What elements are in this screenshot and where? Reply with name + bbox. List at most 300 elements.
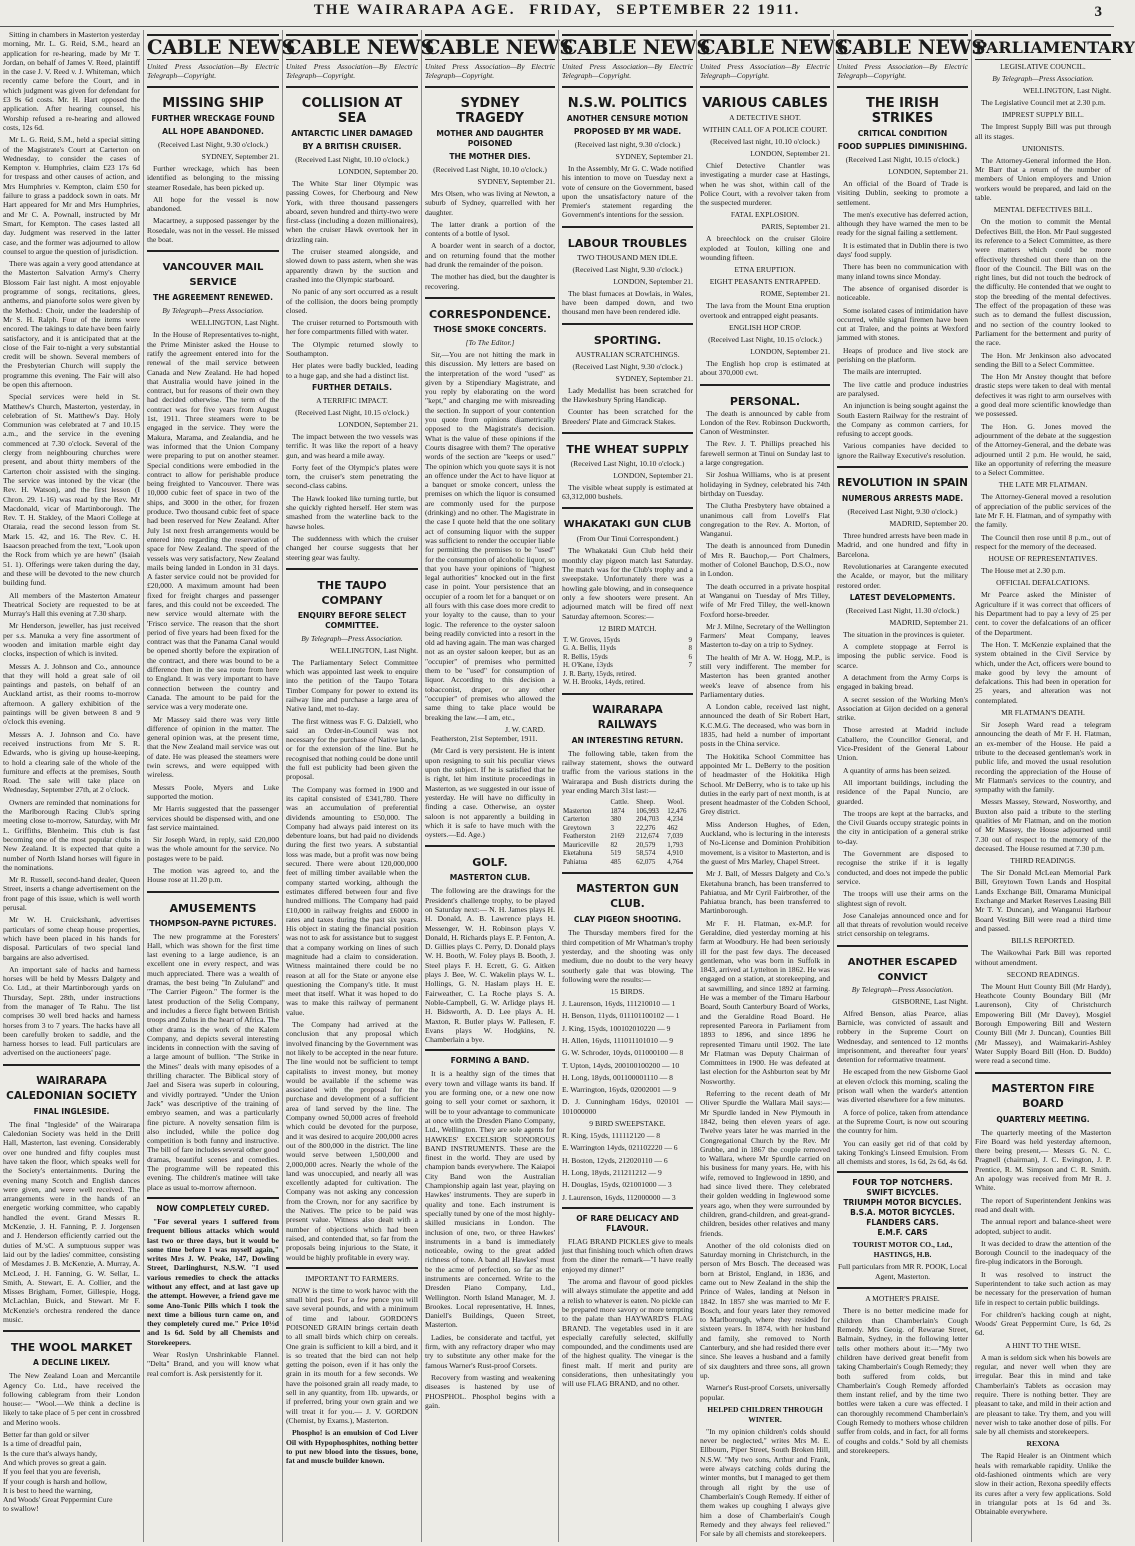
advertisement: Wear Roslyn Unshrinkable Flannel. "Delta" Brand, and you will know what real comfort is. Ask persistently for it. — [147, 1350, 279, 1378]
received-line: (Received Last Night, 10.15 o'clock.) — [845, 155, 960, 164]
paragraph: The troops are kept at the barracks, and the Civil Guards occupy strategic points in the city in anticipation of a general strike to-day. — [837, 808, 968, 846]
score-line: H. Long, 18yds, 211211212 — 9 — [562, 1167, 662, 1177]
article-headline: SYDNEY TRAGEDY — [425, 86, 555, 126]
article-subhead: FATAL EXPLOSION. — [730, 210, 800, 220]
paragraph: The Olympic returned slowly to Southampton. — [286, 339, 418, 359]
score-line: H. Douglas, 15yds, 021001000 — 3 — [562, 1180, 672, 1190]
score-line: H. Boston, 12yds, 212020110 — 6 — [562, 1155, 668, 1165]
dateline: GISBORNE, Last Night. — [892, 996, 968, 1006]
dateline: LONDON, September 21. — [613, 276, 693, 286]
advertisement: FLAG BRAND PICKLES give to meals just that finishing touch which often draws from the diner the remark—"I have really enjoyed my dinner!" — [562, 1236, 693, 1274]
article-subhead: CRITICAL CONDITION — [857, 129, 948, 138]
cable-news-banner: CABLE NEWS — [286, 36, 435, 59]
paragraph: Miss Anderson Hughes, of Eden, Auckland, who is lecturing in the interests of No-License and Dominion Prohibition movement, is a visitor to Masterton, and is the guest of Mrs Marley, Chapel Street. — [700, 819, 830, 866]
advertisement: "In my opinion children's colds should never be neglected," writes Mrs M. E. Ellbourn, Piper Street, South Broken Hill, N.S.W. "My two sons, Arthur and Frank, were always catching colds during the winter months, but I managed to get them through all right by the use of Chamberlain's Cough Remedy. If either of them wakes up coughing I always give him a dose of Chamberlain's Cough Remedy and they always feel relieved." For sale by all chemists and storekeepers. — [700, 1426, 830, 1539]
table-row: Pahiatua 485 62,075 4,764 — [563, 857, 684, 866]
paragraph: The health of Mr A. W. Hogg, M.P., is still very indifferent. The member for Masterton has been granted another week's leave of absence from his Parliamentary duties. — [700, 652, 830, 699]
paragraph: Owners are reminded that nominations for the Marlborough Racing Club's spring meeting close to-morrow, Saturday, with Mr L. Griffiths, Blenheim. This club is fast becoming one of the most popular clubs in New Zealand. It is expected that quite a number of North Island horses will figure in the nominations. — [3, 797, 140, 872]
credit-line: United Press Association—By Electric Telegraph—Copyright. — [425, 62, 555, 80]
paragraph: Messrs A. J. Johnson and Co. have received instructions from Mr S. R. Edwards, who is giving up house-keeping, to hold a clearing sale of the whole of the furniture and effects at the premises, South Road. The sale will take place on Wednesday, September 27th, at 2 o'clock. — [3, 729, 140, 795]
advertisement: You can easily get rid of that cold by taking Tonking's Linseed Emulsion. From all chemists and stores, 1s 6d, 2s 6d, 4s 6d. — [837, 1138, 968, 1167]
paragraph: The Attorney-General moved a resolution of appreciation of the public services of the late Mr F. H. Flatman, and of sympathy with the family. — [975, 492, 1111, 530]
paragraph: All important buildings, including the residence of the Papal Nuncio, are guarded. — [837, 777, 968, 806]
paragraph: Sir Joshua Williams, who is at present holidaying in Sydney, celebrated his 74th birthday on Tuesday. — [700, 470, 830, 498]
paragraph: An official of the Board of Trade is visiting Dublin, seeking to promote a settlement. — [837, 179, 968, 207]
column-local-news — [0, 30, 143, 1542]
letter-signature: J. W. CARD. — [505, 724, 545, 734]
table-row: Greytown 3 22,276 462 — [563, 823, 678, 832]
article-subhead: MENTAL DEFECTIVES BILL. — [993, 205, 1093, 215]
article-subhead: ETNA ERUPTION. — [734, 265, 796, 275]
article-subhead: OF RARE DELICACY AND FLAVOUR. — [576, 1213, 679, 1233]
article-headline: N.S.W. POLITICS — [562, 86, 693, 111]
paragraph: The Hon Mr Anstey thought that before drastic steps were taken to deal with mental defectives it was right to arm ourselves with a good deal more scientific knowledge than we possessed. — [975, 372, 1111, 419]
article-subhead: HELPED CHILDREN THROUGH WINTER. — [707, 1404, 823, 1424]
article-subhead: BY A BRITISH CRUISER. — [302, 142, 402, 151]
article-subhead: FURTHER DETAILS. — [311, 382, 393, 392]
table-row: Carterton 380 204,703 4,234 — [563, 815, 684, 824]
article-subhead: REXONA — [1026, 1439, 1060, 1449]
ad-line: FLANDERS CARS. — [866, 1218, 939, 1228]
letter-place: Featherston, 21st September, 1911. — [431, 734, 538, 744]
paragraph: The Sir Donald McLean Memorial Park Bill, Greytown Town Lands and Hospital Lands Exchange Bill, Omarama Municipal Exchange and Market Reserves Leasing Bill Mr T. Y. Duncan), and Wanganui Harbour Board Vesting Bill were read a third time and passed. — [975, 868, 1111, 933]
article-subhead: THOSE SMOKE CONCERTS. — [433, 324, 547, 334]
table-row: G. A. Bellis, 11yds 8 — [563, 644, 692, 653]
paragraph: Messrs Massey, Steward, Nosworthy, and Buxton also paid a tribute to the sterling qualities of Mr Flatman, and on the motion of Mr Massey, the House adjourned until 7.30 out of respect to the memory of the deceased. The House resumed at 7.30 p.m. — [975, 797, 1111, 853]
advertisement: The aroma and flavour of good pickles will always stimulate the appetite and add a relish to whatever is eaten. No pickle can be prepared more savory or more tempting to the palate than HAYWARD'S FLAG BRAND. The vegetables used in it are especially carefully selected, skilfully compounded, and the condiments used are of the highest quality. The vinegar is the finest malt. If merit and purity are considerations, then unhesitatingly you will use FLAG BRAND, and no other. — [562, 1277, 693, 1389]
paragraph: The White Star liner Olympic was passing Cowes, for Cherbourg and New York, with three thousand passengers aboard, seven hundred and thirty-two were first-class (including a dozen millionaires), when the cruiser Hawk overtook her in drizzling rain. — [286, 179, 418, 244]
article-subhead: IMPREST SUPPLY BILL. — [1002, 110, 1084, 120]
column-cable-news-3 — [421, 30, 574, 1542]
table-row: Mauriceville 82 20,579 1,793 — [563, 840, 684, 849]
score-line: H. Long, 18yds, 001100001110 — 8 — [562, 1072, 673, 1082]
table-row: Masterton 1874 106,993 12,476 — [563, 806, 687, 815]
received-line: (Received Last Night, 10.10 o'clock.) — [570, 458, 685, 468]
paragraph: Chief Detective Chantler was investigating a murder case at Hastings, when he was shot, within call of the Police Court, with a revolver taken from the suspected murderer. — [700, 161, 830, 208]
article-subhead: ALL HOPE ABANDONED. — [162, 127, 264, 136]
paragraph: All members of the Masterton Amateur Theatrical Society are requested to be at Murray's Hall this evening at 7.30 sharp. — [3, 590, 140, 619]
paragraph: Heaps of produce and live stock are perishing on the platform. — [837, 345, 968, 365]
paragraph: It is estimated that in Dublin there is two days' food supply. — [837, 240, 968, 260]
article-subhead: ANTARCTIC LINER DAMAGED — [291, 129, 413, 138]
paragraph: Sir Joseph Ward read a telegram announcing the death of Mr F. H. Flatman, an ex-member of the House. He paid a tribute to the deceased gentleman's work in public life, and moved the usual resolution recording the appreciation of the House of Mr Flatman's services to the country, and sympathy with the family. — [975, 720, 1111, 795]
advertisement: For children's hacking cough at night, Woods' Great Peppermint Cure, 1s 6d, 2s 6d. — [975, 1309, 1111, 1338]
received-line: (Received last night, 10.10 o'clock.) — [710, 137, 820, 146]
paragraph: The Hokitika School Committee has appointed Mr L. DeBerry to the position of headmaster of the Hokitika High School. Mr DeBerry, who is to take up his duties in the early part of next month, is at present headmaster of the Cobden School, Grey district. — [700, 751, 830, 817]
paragraph: The report of Superintendent Jenkins was read and dealt with. — [975, 1195, 1111, 1214]
paragraph: Messrs A. J. Johnson and Co., announce that they will hold a great sale of oil paintings and pastels, on behalf of an Auckland artist, as their rooms to-morrow afternoon. A gallery exhibition of the paintings will be given between 8 and 9 o'clock this evening. — [3, 661, 140, 727]
paragraph: The Hon. Mr Jenkinson also advocated sending the Bill to a Select Committee. — [975, 350, 1111, 369]
paragraph: Another of the old colonists died on Saturday morning in Christchurch, in the person of Mrs Bosch. The deceased was born at Bristol, England, in 1836, and came out to New Zealand in the ship the Prince of Wales, landing at Nelson in 1842. In 1857 she was married to Mr F. Bosch, and four years later they removed to Marlborough, where they resided for sixteen years. In 1874, with her husband and family, she removed to North Canterbury, and she had resided there ever since. She leaves a husband and a family of six daughters and three sons, all grown up. — [700, 1240, 830, 1380]
paragraph: The Hon. T. McKenzie explained that the system obtained in the Civil Service by which, under the Act, officers were bound to make good by levy the amount of defalcations. This had been in operation for 25 years, and alteration was not contemplated. — [975, 639, 1111, 705]
credit-line: United Press Association—By Electric Telegraph—Copyright. — [147, 62, 279, 80]
paragraph: Macartney, a supposed passenger by the Rosedale, was not in the vessel. He missed the boat. — [147, 216, 279, 245]
paragraph: The Hawk looked like turning turtle, but she quickly righted herself. Her stem was smashed from the waterline back to the hawse holes. — [286, 493, 418, 531]
paragraph: There has been no communication with many inland towns since Monday. — [837, 262, 968, 281]
paragraph: It was decided to draw the attention of the Borough Council to the inadequacy of the fire-plug indicators in the Borough. — [975, 1238, 1111, 1267]
score-line: R. King, 15yds, 111112120 — 8 — [562, 1131, 661, 1141]
article-headline: WHAKATAKI GUN CLUB — [562, 507, 693, 532]
credit-line: United Press Association—By Electric Telegraph—Copyright. — [286, 62, 418, 80]
paragraph: The live cattle and produce industries are paralysed. — [837, 379, 968, 398]
paragraph: Mr F. H. Flatman, ex-M.P. for Geraldine, died yesterday morning at his farm at Woodbury. He had been seriously ill for the past few days. The deceased gentleman, who was born in Suffolk in 1843, arrived at Lyttelton in 1862. He was engaged on a station, at storekeeping, and at sawmilling, and since 1892 at farming. He was a member of the Timaru Harbour Board, South Canterbury Board of Works, and the Geraldine Road Board. He represented Pareora in Parliament from 1893 to 1896, and since 1896 he represented Timaru until 1902. The late Mr Flatman was Deputy Chairman of Committees in 1900. He was defeated at last election for the Ashburton seat by Mr Nosworthy. — [700, 918, 830, 1086]
dateline: LONDON, September 21. — [750, 346, 830, 356]
column-parliamentary — [971, 30, 1135, 1542]
cable-news-banner: CABLE NEWS — [700, 36, 849, 59]
received-line: (Received Last Night, 9.30 o'clock.) — [158, 140, 268, 149]
cable-news-banner: CABLE NEWS — [147, 36, 296, 59]
article-subhead: A MOTHER'S PRAISE. — [865, 1294, 940, 1304]
paragraph: No panic of any sort occurred as a result of the collision, the doors being promptly closed. — [286, 287, 418, 315]
dateline: PARIS, September 21. — [761, 222, 830, 232]
ad-firm: TOURIST MOTOR CO., Ltd., HASTINGS, H.B. — [852, 1240, 953, 1260]
dateline: WELLINGTON, Last Night. — [1022, 86, 1111, 95]
article-subhead: LATEST DEVELOPMENTS. — [849, 592, 956, 602]
article-subhead: A DECLINE LIKELY. — [33, 1358, 110, 1368]
paragraph: Mr Harris suggested that the passenger services should be dispensed with, and one fast service maintained. — [147, 804, 279, 832]
paragraph: The motion was agreed to, and the House rose at 11.20 p.m. — [147, 866, 279, 885]
dateline: LONDON, September 21. — [338, 419, 418, 429]
table-row: Eketahuna 519 58,574 4,910 — [563, 849, 684, 858]
paragraph: A complete stoppage at Ferrol is imposing the public service. Food is scarce. — [837, 642, 968, 670]
paragraph: The Parliamentary Select Committee which was appointed last week to enquire into the petition of the Taupo Totara Timber Company for power to extend its railway line and purchase a large area of Native land, met to-day. — [286, 657, 418, 714]
received-line: (Received Last Night, 10.10 o'clock.) — [433, 165, 547, 174]
paragraph: The Hon. G. Jones moved the adjournment of the debate at the suggestion of the Attorney-General, and the debate was adjourned until 2 p.m. He would, he said, like an opportunity of referring the measure to a Select Committee. — [975, 421, 1111, 478]
article-subhead: ENGLISH HOP CROP. — [728, 322, 802, 332]
received-line: (Received last night, 9.30 o'clock.) — [574, 140, 681, 149]
article-subhead: FURTHER WRECKAGE FOUND — [151, 114, 275, 123]
credit-line: By Telegraph—Press Association. — [851, 984, 954, 994]
article-headline: CORRESPONDENCE. — [425, 297, 555, 322]
score-line: H. Benson, 11yds, 011101100102 — 1 — [562, 1011, 680, 1021]
paragraph: Alfred Benson, alias Pearce, alias Barnicle, was convicted of assault and robbery in the Supreme Court on Wednesday, and sentenced to 12 months imprisonment, and thereafter four years' detention for reformative treatment. — [837, 1008, 968, 1065]
article-subhead: [To The Editor.] — [465, 337, 515, 347]
column-cable-news-2 — [282, 30, 435, 1542]
article-headline: VANCOUVER MAIL SERVICE — [147, 250, 279, 290]
paragraph: Mr Henderson, jeweller, has just received per s.s. Manuka a very fine assortment of wooden and imitation marble eight day clocks, inspection of which is invited. — [3, 621, 140, 659]
paragraph: The following table, taken from the railway statement, shows the outward traffic from the various stations in the Wairarapa and Bush districts during the year ending March 31st last:— — [562, 748, 693, 796]
paragraph: The Mount Hutt County Bill (Mr Hardy), Heathcote County Boundary Bill (Mr Laurenson), City of Christchurch Empowering Bill (Mr Davey), Mosgiel Borough Empowering Bill and Western County Bill (Mr J. Duncan), Counties Bill (Mr Massey), and Waimakariri-Ashley Water Supply Board Bill (Hon. D. Buddo) were read a second time. — [975, 981, 1111, 1066]
article-headline: SPORTING. — [562, 323, 693, 348]
article-headline: THE WOOL MARKET — [3, 1330, 140, 1355]
paragraph: Revolutionaries at Carangente executed the Acalde, or mayor, but the military restored order. — [837, 561, 968, 590]
paragraph: A breechlock on the cruiser Gloire exploded at Toulon, killing one and wounding fifteen. — [700, 234, 830, 263]
article-headline: ANOTHER ESCAPED CONVICT — [837, 945, 968, 985]
table-title: 9 BIRD SWEEPSTAKE. — [589, 1119, 666, 1129]
article-headline: GOLF. — [425, 845, 555, 870]
article-subhead: ANOTHER CENSURE MOTION — [566, 114, 689, 123]
advertisement: It is a healthy sign of the times that every town and village wants its band. If you are forming one, or a new one now going to sell your cornet or saxhorn, it will be to your advantage to communicate at once with the Dresden Piano Company, Ltd., Wellington. They are sole agents for HAWKES' EXCELSIOR SONOROUS BAND INSTRUMENTS. These are the finest in the world. They are used by champion bands everywhere. The Kaiapoi City Band won the Australian Championship again last year, playing on Hawkes' instruments. They are superb in quality and tone. Each instrument is specially tuned by one of the most highly-skilled musicians in London. The inclusion of one, two, or three Hawkes' instruments in a band is immediately noticeable, owing to the great added richness of tone. A band all Hawkes' must be the acme of perfection, so far as the instruments are concerned. Write to the Dresden Piano Company, Ltd., Wellington. North Island Manager, M. J. Brookes. Local representative, H. Innes, Daniell's Buildings, Queen Street, Masterton. — [425, 1069, 555, 1330]
table-row: Featherston 2169 212,674 7,039 — [563, 832, 684, 841]
dateline: SYDNEY, September 21. — [615, 152, 693, 161]
paragraph: Those arrested at Madrid include Caballero, the Councillor General, and Vice-President of the General Labour Union. — [837, 725, 968, 763]
article-subhead: TWO THOUSAND MEN IDLE. — [577, 252, 678, 262]
masthead-day: FRIDAY, — [529, 2, 603, 18]
letter-body: Sir,—You are not hitting the mark in this discussion. My letters are based on the interpretation of the word "used" as given by a Stipendiary Magistrate, and you reply by elaborating on the word "kept," and charging me with misreading the section. In support of your contention you quote from opinions diametrically opposed to the Magistrate's decision. What is the value of these opinions if the Courts disagree with them? The operative words of the section are "keeps or used." The opinion which you quote says it is not an offence under the Act to have liquor at a banquet or smoke concert, unless the premises on which the liquor is consumed are commonly used for the purpose (drinking) and no other. The Magistrate in the case I quote held that the one solitary act of consuming liquor with the supper was sufficient to render the occupier liable for permitting the premises to be "used" for the consumption of alcoholic liquor, so that you have your opinions of "highest legal authorities" knocked out in the first case in point. Your persistence that an occupier of a room let for a banquet or on all fours with this case does more credit to your loyalty to the cause, than to your logic. The reference to the oyster saloon being readily convicted into a resort in the old ad having again. The man was charged not as an oyster saloon keeper, but as an "occupier" of premises who permitted them to be "used" for consumption of liquor. According to this decision a tobacconist, draper, or any other "occupier" of premises who allowed the same thing to take place would be breaking the law.—I am, etc., — [425, 349, 555, 722]
paragraph: The impact between the two vessels was terrific. It was like the report of a heavy gun, and was heard a mile away. — [286, 431, 418, 460]
paragraph: Her plates were badly buckled, leading to a huge gap, and she had a distinct list. — [286, 361, 418, 380]
paragraph: The men's executive has deferred action, although they have warned the men to be ready for the signal failing a settlement. — [837, 209, 968, 238]
paragraph: The troops will use their arms on the slightest sign of revolt. — [837, 889, 968, 908]
dateline: ROME, September 21. — [760, 289, 830, 299]
paragraph: The Attorney-General informed the Hon. Mr Barr that a return of the number of members of Union employers and Union workers would be prepared, and laid on the table. — [975, 155, 1111, 203]
credit-line: By Telegraph—Press Association. — [301, 633, 403, 643]
dateline: WELLINGTON, Last Night. — [190, 318, 279, 328]
article-subhead: AUSTRALIAN SCRATCHINGS. — [575, 349, 680, 359]
paragraph: The Rev. J. T. Phillips preached his farewell sermon at Tinui on Sunday last to a large congregation. — [700, 439, 830, 468]
dateline: SYDNEY, September 21. — [615, 373, 693, 383]
paragraph: The House met at 2.30 p.m. — [981, 566, 1066, 576]
cable-news-banner: CABLE NEWS — [837, 36, 986, 59]
article-subhead: HOUSE OF REPRESENTATIVES. — [988, 554, 1098, 564]
paragraph: Lady Medallist has been scratched for the Hawkesbury Spring Handicap. — [562, 385, 693, 404]
received-line: (Received Last Night, 11.30 o'clock.) — [845, 605, 960, 615]
paragraph: The latter drank a portion of the contents of a bottle of lysol. — [425, 219, 555, 239]
paragraph: The Government are disposed to recognise the strike if it is legally conducted, and does not impede the public service. — [837, 849, 968, 886]
article-subhead: BILLS REPORTED. — [1011, 936, 1075, 946]
paragraph: Various companies have decided to ignore the Railway Executive's resolution. — [837, 441, 968, 460]
paragraph: The following are the drawings for the President's challenge trophy, to be played on Saturday next:— N. H. James plays H. H. Donald, A. B. Lawrence plays H. Messenger, W. H. Robinson plays V. Donald, H. Richards plays E. P. Fenton, A. D. Gillies plays C. Perry, D. Donald plays W. H. Booth, W. Foley plays B. Booth, J. Steel plays F. H. Ecrett, G. G. Aitken plays J. Bee, W. C. Wakelin plays W. L. Hollings, G. N. Haslam plays H. E. Fairweather, C. La Roche plays S. A. Noble-Campbell, G. W. Arlidge plays H. H. Bidsworth, A. D. Lee plays A. H. Maxton, R. Butler plays W. Pallesen, F. Evans plays W. Hodgkins, N. Chamberlain a bye. — [425, 886, 555, 1045]
article-headline: VARIOUS CABLES — [700, 86, 830, 111]
received-line: (Received Last Night, 10.15 o'clock.) — [708, 334, 822, 344]
article-headline: THE TAUPO COMPANY — [286, 568, 418, 608]
paragraph: Mr J. Milne, Secretary of the Wellington Farmers' Meat Company, leaves Masterton to-day on a trip to Sydney. — [700, 621, 830, 650]
article-subhead: NUMEROUS ARRESTS MADE. — [841, 494, 964, 504]
paragraph: The Waikowhai Park Bill was reported without amendment. — [975, 948, 1111, 967]
editor-note: (Mr Card is very persistent. He is intent upon resigning to suit his peculiar views upon the subject. If he is satisfied that he is right, let him institute proceedings in Masterton, as we suggested in our issue of yesterday. He will have no difficulty in finding a case. Otherwise, an oyster saloon is not apparently a building in which it is safe to have much with the oysters.—Ed. Age.) — [425, 746, 555, 840]
score-line: J. King, 15yds, 100102010220 — 9 — [562, 1023, 671, 1033]
paragraph: The quarterly meeting of the Masterton Fire Board was held yesterday afternoon, there being present,— Messrs G. N. C. Pragnell (chairman), J. C. Ewington, J. P. Prentice, R. M. Simpson and C. R. Smith. An apology was received from Mr R. J. White. — [975, 1127, 1111, 1193]
article-subhead: MASTERTON CLUB. — [449, 873, 531, 883]
scores-table — [562, 636, 693, 687]
paragraph: The visible wheat supply is estimated at 63,312,000 bushels. — [562, 482, 693, 502]
dateline: SYDNEY, September 21. — [477, 177, 555, 186]
paragraph: The Legislative Council met at 2.30 p.m. — [981, 98, 1106, 107]
article-headline: THE IRISH STRIKES — [837, 86, 968, 126]
paragraph: Mr R. Russell, second-hand dealer, Queen Street, inserts a change advertisement on the front page of this issue, which is well worth perusal. — [3, 875, 140, 913]
article-headline: THE WHEAT SUPPLY — [562, 432, 693, 457]
dateline: WELLINGTON, Last Night. — [329, 645, 418, 655]
advertisement: "For several years I suffered from frequent bilious attacks which would last two or three days, but it would be some time before I was myself again," writes Mrs J. W. Peake, 147, Dowling Street, Darlinghurst, N.S.W. "I used various remedies to check the attacks without any effect, and at last gave up the attempt. However, a friend gave me some Ano-Tonic Pills which I took the next time a bilious turn came on, and they completely cured me." Price 10½d and 1s 6d. Sold by all Chemists and Storekeepers. — [147, 1216, 279, 1347]
article-subhead: EIGHT PEASANTS ENTRAPPED. — [709, 277, 821, 287]
article-subhead: (From Our Tinui Correspondent.) — [576, 534, 679, 544]
article-subhead: THE AGREEMENT RENEWED. — [153, 293, 273, 303]
paragraph: The cruiser steamed alongside, and slowed down to pass astern, when she was apparently drawn by the suction and crashed into the Olympic starboard. — [286, 247, 418, 284]
article-headline: PERSONAL. — [700, 384, 830, 409]
article-headline: WAIRARAPA CALEDONIAN SOCIETY — [3, 1064, 140, 1104]
ad-line: SWIFT BICYCLES. — [866, 1188, 939, 1198]
paragraph: Special services were held in St. Matthew's Church, Masterton, yesterday, in celebration of St. Matthew's Day. Holy Communion was celebrated at 7 and 10.15 a.m., and the service in the evening commenced at 7.30 o'clock. Several of the clergy from neighbouring churches were present, and about thirty members of the Carterton choir assisted with the singing. The service was intoned by the vicar (the Rev. H. Watson), and the first lesson (I Chron. 29. 1-16) was read by the Rev. Mr Macdonald, vicar of Martinborough. The Rev. T. H. Stakley, of the Maori College at Otaraia, read the second lesson from St. Mark 15. 42, and 16. The Rev. C. H. Isaacson preached from the text, "Look upon the Rock from which ye are hewn" (Isaiah 51. 1). Offerings were taken during the day, and these will be devoted to the new church building fund. — [3, 392, 140, 588]
paragraph: A quantity of arms has been seized. — [843, 765, 951, 775]
article-subhead: A TERRIFIC IMPACT. — [316, 395, 388, 405]
paragraph: The death occurred in a private hospital at Wanganui on Tuesday of Mrs Tilley, wife of Mr Fred Tilley, the well-known Foxford horse-breeder. — [700, 581, 830, 619]
paragraph: Some isolated cases of intimidation have occurred, while signal firemen have been cut at Tralee, and the points at Wexford jammed with stones. — [837, 305, 968, 343]
paragraph: A boarder went in search of a doctor, and on returning found that the mother had drunk the remainder of the poison. — [425, 241, 555, 270]
paragraph: A secret session of the Working Men's Association at Gijon decided on a general strike. — [837, 694, 968, 723]
article-subhead: ENQUIRY BEFORE SELECT COMMITTEE. — [297, 610, 407, 630]
masthead — [0, 2, 1114, 27]
table-row: W. H. Brooks, 14yds, retired. — [563, 678, 645, 687]
column-cable-news-4 — [558, 30, 711, 1542]
score-line: G. W. Schroder, 10yds, 011000100 — 8 — [562, 1048, 684, 1058]
table-row: J. R. Barty, 15yds, retired. — [563, 669, 637, 678]
article-subhead: FOOD SUPPLIES DIMINISHING. — [837, 142, 968, 151]
article-subhead: A DETECTIVE SHOT. — [729, 113, 801, 122]
score-line: J. Laurenson, 16yds, 112000000 — 3 — [562, 1192, 676, 1202]
paragraph: The Clutha Presbytery have obtained a unanimous call from Lovell's Flat congregation to the Rev. A. Morton, of Wanganui. — [700, 501, 830, 539]
paragraph: The blast furnaces at Dowlais, in Wales, have been damped down, and two thousand men have been rendered idle. — [562, 288, 693, 317]
masthead-paper: THE WAIRARAPA AGE. — [313, 2, 516, 18]
paragraph: Messrs Poole, Myers and Luke supported the motion. — [147, 782, 279, 801]
table-title: 12 BIRD MATCH. — [598, 623, 657, 633]
paragraph: In the Assembly, Mr G. C. Wade notified his intention to move on Tuesday next a vote of censure on the Government, based upon the unsatisfactory nature of the Premier's statement regarding the Government's intentions for the session. — [562, 164, 693, 220]
cable-news-banner: CABLE NEWS — [562, 36, 711, 59]
received-line: (Received Last Night, 9.30 o'clock.) — [572, 361, 683, 371]
article-subhead: THE LATE MR FLATMAN. — [998, 480, 1088, 490]
received-line: (Received Last Night, 9.30 o'clock.) — [847, 507, 958, 517]
received-line: (Received Last Night, 10.10 o'clock.) — [295, 155, 409, 164]
paragraph: He escaped from the new Gisborne Gaol at eleven o'clock this morning, scaling the prison wall when the warder's attention was diverted elsewhere for a few minutes. — [837, 1067, 968, 1105]
paragraph: The Company was formed in 1900 and its capital consisted of £341,780. There was an accumulation of preferential dividends amounting to £50,000. The Company had always paid interest on its debenture loans, but had paid no dividends during the first two years. A substantial loss was made, but a profit was now being secured. There were about 120,000,000 feet of milling timber available when the company started working, although the estimates differed between four and five hundred millions. The Company had paid £10,000 in railway freights and £6000 in rates and taxes during the past six years. His object in stating the financial position was not to ask for assistance but to suggest that a company working on lines of such magnitude had a claim to consideration. Witness maintained there could be no reason at all for the State or anyone else questioning the Company's title. It must meet that itself. What it was hoped to do was to make this railway of permanent value. — [286, 784, 418, 1017]
page-number: 3 — [1094, 4, 1104, 20]
paragraph: The annual report and balance-sheet were adopted, subject to audit. — [975, 1217, 1111, 1236]
score-line: E. Warrington, 16yds, 02002001 — 9 — [562, 1085, 676, 1095]
advertisement: There is no better medicine made for children than Chamberlain's Cough Remedy. Mrs Geoig. of Rewarae Street, Balmain, Sydney, in the following letter tells other mothers about it:—"My two children have derived great benefit from taking Chamberlain's Cough Remedy; they both suffered from colds, but Chamberlain's Cough Remedy afforded them instant relief, and by the time two bottles were taken a cure was effected. I can thoroughly recommend Chamberlain's Cough Remedy to mothers whose children suffer from colds, and in fact, for all forms of coughs and colds." Sold by all chemists and storekeepers. — [837, 1306, 968, 1455]
article-subhead: LEGISLATIVE COUNCIL. — [1000, 62, 1086, 71]
advertisement: Phospho! is an emulsion of Cod Liver Oil with Hypophosphites, nothing better to put new blood into the tissues, bone, fat and muscle builder known. — [286, 1428, 418, 1466]
paragraph: On the motion to commit the Mental Defectives Bill, the Hon. Mr Paul suggested its reference to a Select Committee, as there were matters which could be more effectively threshed out there than on the floor of the Council. The Bill was on the right lines, but did not touch the bedrock of the difficulty. He contended that we ought to stop the breeding of the mental defectives. The effect of the propagation of these was such as to demand the fullest discussion, and no section of the country looked to Parliament for the betterment and purity of the race. — [975, 217, 1111, 348]
article-headline: MASTERTON FIRE BOARD — [975, 1072, 1111, 1112]
article-subhead: NOW COMPLETELY CURED. — [156, 1203, 270, 1213]
paragraph: In the House of Representatives to-night, the Prime Minister asked the House to ratify the agreement entered into for the renewal of the mail service between Canada and New Zealand. He had hoped that Australia would have joined in the contract, but for reasons of their own they had decided otherwise. The term of the contract was for five years from August 1st, 1911. Three steamers were to be engaged in the service. They were the Makura, Marama, and Zealandia, and he was informed that the Union Company were preparing to put on another steamer. Special conditions were embodied in the contract to allow for perishable produce being freighted to Vancouver. There was 10,000 cubic feet of space in two of the ships, and 3000 in the other, for frozen produce. Two thousand cubic feet of space had been reserved for New Zealand. After July 1st next fresh arrangements would be entered into regarding the reservation of space for New Zealand. The speed of the vessels was very satisfactory, New Zealand mails being landed in London in 31 days. A faster service could not be provided for £20,000. A maximum amount had been fixed for freight charges and passenger fares, and this could not be exceeded. The new service would alternate with the 'Frisco service. The reason that the short period of five years had been fixed for the contract was that the Panama Canal would be opened shortly before the expiration of the contract, and there was bound to be a difference then in the sea route from here to England. It was very important to have connection between the country and Canada. The amount to be paid for the service was a very moderate one. — [147, 330, 279, 712]
paragraph: Mr W. H. Cruickshank, advertises particulars of some cheap house properties, which have been placed in his hands for disposal. Particulars of two special land bargains are also advertised. — [3, 915, 140, 962]
paragraph: All hope for the vessel is now abandoned. — [147, 194, 279, 214]
paragraph: The cruiser returned to Portsmouth with her fore compartments filled with water. — [286, 318, 418, 337]
article-subhead: MOTHER AND DAUGHTER POISONED — [436, 129, 544, 148]
article-subhead: THOMPSON-PAYNE PICTURES. — [149, 918, 277, 928]
paragraph: The mails are interrupted. — [843, 367, 922, 377]
paragraph: The Thursday members fired for the third competition of Mr Whatman's trophy yesterday, and the shooting was only medium, due no doubt to the very heavy southerly gale that was blowing. The following were the results:— — [562, 928, 693, 984]
dateline: LONDON, September 20. — [338, 167, 418, 176]
article-subhead: IMPORTANT TO FARMERS. — [305, 1273, 399, 1283]
advertisement: A man is seldom sick when his bowels are regular, and never well when they are irregular. Bear this in mind and take Chamberlain's Tablets as occasion may require. There is nothing better. They are pleasant to take, and mild in their action and are pleasant to take. Try them, and you will never wish to take another dose of pills. For sale by all chemists and storekeepers. — [975, 1352, 1111, 1437]
credit-line: United Press Association—By Electric Telegraph—Copyright. — [700, 62, 830, 80]
masthead-date: SEPTEMBER 22 1911. — [616, 2, 801, 18]
paragraph: The Whakataki Gun Club held their monthly clay pigeon match last Saturday. The match was for the Club's trophy and a sweepstake. Unfortunately there was a howling gale blowing, and in consequence only a few shooters were present. An adjourned match will be fired off next Saturday afternoon. Scores:— — [562, 546, 693, 621]
paragraph: Referring to the recent death of Mr Oliver Spurdle the Wallara Mail says:—Mr Spurdle landed in New Plymouth in 1842, being then eleven years of age. Twelve years later he was married in the Congregational Church by the Rev. Mr Grubbe, and in 1867 the couple removed to Wallara, where Mr Spurdle carried on his business for many years. He, with his wife, removed to Inglewood in 1890, and had since lived there. They celebrated their golden wedding in Inglewood some years ago, when they were surrounded by children, grand-children, and great-grand-children, besides other relatives and many friends. — [700, 1089, 830, 1238]
article-subhead: OFFICIAL DEFALCATIONS. — [996, 578, 1090, 588]
paragraph: A force of police, taken from attendance at the Supreme Court, is now out scouring the country for him. — [837, 1107, 968, 1136]
column-cable-news-5 — [696, 30, 849, 1542]
paragraph: The suddenness with which the cruiser changed her course suggests that her steering gear was faulty. — [286, 533, 418, 562]
paragraph: An injunction is being sought against the South Eastern Railway for the restraint of the Company as common carriers, for refusing to accept goods. — [837, 401, 968, 439]
article-headline: LABOUR TROUBLES — [562, 226, 693, 251]
paragraph: Three hundred arrests have been made in Madrid, and one hundred and fifty in Barcelona. — [837, 531, 968, 559]
paragraph: The final "Ingleside" of the Wairarapa Caledonian Society was held in the Drill Hall, Masterton, last evening. Considerably over one hundred and fifty couples must have taken the floor, which speaks well for the Society's entertainments. During the evening many Scotch and English dances were given, and were well received. The arrangements were in the hands of an energetic working committee, who capably handled the event. Grand Messrs R. McKenzie, J. H. Fanning, P. J. Jorgensen and J. Henderson efficiently carried out the duties of M.'sC. A sumptuous supper was laid out by the ladies' committee, consisting of Mesdames J. B. McKenzie, A. Murray, A. McLeod, J. H. Fanning, G. W. Sellar, L. Smith, A. Stewart, E. A. Collier, and the Misses Brigham, Forner, Gillespie, Hogg, McLachlan, Buick, and Stewart. Mr F. McKenzie's orchestra rendered the dance music. — [3, 1119, 140, 1324]
ad-agent: Full particulars from MR R. POOK, Local Agent, Masterton. — [837, 1262, 968, 1282]
table-row: R. Bellis, 15yds 6 — [563, 652, 692, 661]
article-headline: WAIRARAPA RAILWAYS — [562, 693, 693, 733]
table-row: H. O'Kane, 13yds 7 — [563, 661, 692, 670]
advertisement: NOW is the time to work havoc with the small bird pest. For a few pence you will save several pounds, and with a minimum of time and labour. GORDON'S POISONED GRAIN brings certain death to all small birds which chirp on cereals. One grain is sufficient to kill a bird, and it is so treated that the bird can not help getting the poison, even if it has only the grain in its mouth for a few seconds. We have the poisoned grain all ready made, to sell in any quantity, from 1lb. upwards, or if preferred, bring your own grain and we will treat it for you.— J. V. GORDON (Chemist, by Exams.), Masterton. — [286, 1285, 418, 1425]
advertisement: The Rapid Healer is an Ointment which heals with remarkable rapidity. Unlike the old-fashioned ointments which are very slow in their action, Rexona speedily effects its cures after a very few applications. Sold in triangular pots at 1s 6d and 3s. Obtainable everywhere. — [975, 1451, 1111, 1517]
dateline: SYDNEY, September 21. — [201, 152, 279, 161]
column-cable-news-1 — [143, 30, 296, 1542]
article-headline: AMUSEMENTS — [147, 891, 279, 916]
paragraph: Sir Joseph Ward, in reply, said £20,000 was the whole amount for the service. No postages were to be paid. — [147, 835, 279, 863]
paragraph: The first witness was F. G. Dalziell, who said an Order-in-Council was not necessary for the purchase of Native lands, or for the extension of the line. But he recognised that nothing could be done until the full est publicity had been given the proposal. — [286, 716, 418, 782]
article-headline: REVOLUTION IN SPAIN — [837, 466, 968, 491]
score-line: J. Laurenson, 16yds, 111210010 — 1 — [562, 999, 676, 1009]
paragraph: It was resolved to instruct the Superintendent to take such action as may be necessary for the preservation of human life in respect to certain public buildings. — [975, 1269, 1111, 1307]
paragraph: Mr J. Ball, of Messrs Dalgety and Co.'s Eketahuna branch, has been transferred to Pahiatua, and Mr Cyril Fairbrother, of the Pahiatua branch, has been transferred to Martinborough. — [700, 869, 830, 916]
paragraph: The Council then rose until 8 p.m., out of respect for the memory of the deceased. — [975, 532, 1111, 551]
score-line: T. Upton, 14yds, 200100100200 — 10 — [562, 1060, 680, 1070]
dateline: LONDON, September 21. — [888, 167, 968, 176]
paragraph: The mother has died, but the daughter is recovering. — [425, 272, 555, 291]
paragraph: The situation in the provinces is quieter. — [843, 629, 965, 639]
article-subhead: WITHIN CALL OF A POLICE COURT. — [702, 125, 828, 134]
article-subhead: THE MOTHER DIES. — [449, 152, 531, 161]
credit-line: By Telegraph—Press Association. — [992, 74, 1094, 83]
dateline: MADRID, September 20. — [889, 519, 968, 529]
cable-news-banner: CABLE NEWS — [425, 36, 574, 59]
ad-line: TRIUMPH MOTOR BICYCLES. — [843, 1198, 962, 1208]
article-headline: COLLISION AT SEA — [286, 86, 418, 126]
paragraph: Warner's Rust-proof Corsets, universally popular. — [700, 1383, 830, 1402]
parliamentary-banner: PARLIAMENTARY — [975, 34, 1111, 60]
paragraph: The English hop crop is estimated at about 370,000 cwt. — [700, 358, 830, 378]
received-line: (Received Last Night, 9.30 o'clock.) — [572, 264, 683, 274]
credit-line: By Telegraph—Press Association. — [162, 306, 264, 316]
paragraph: The death is announced from Dunedin of Mrs R. Bauchop,— Port Chalmers, mother of Colonel Bauchop, D.S.O., now in London. — [700, 541, 830, 579]
table-header: Cattle. Sheep. Wool. — [610, 798, 685, 807]
received-line: (Received Last Night, 10.15 o'clock.) — [295, 407, 409, 417]
paragraph: The Imprest Supply Bill was put through all its stages. — [975, 122, 1111, 141]
paragraph: Counter has been scratched for the Breeders' Plate and Gimcrack Stakes. — [562, 407, 693, 426]
paragraph: A London cable, received last night, announced the death of Sir Robert Hart, K.C.M.G. The deceased, who was born in 1835, had held a number of important posts in the China service. — [700, 702, 830, 749]
advertisement: Recovery from wasting and weakening diseases is hastened by use of PHOSPHOL. Phosphol begins with a gain. — [425, 1372, 555, 1410]
paragraph: Jose Canalejas announced once and for all that threats of revolution would receive strict censorship on telegrams. — [837, 910, 968, 939]
paragraph: The absence of organised disorder is noticeable. — [837, 283, 968, 303]
paragraph: Mr Pearce asked the Minister of Agriculture if it was correct that officers of his Department had to pay a levy of 25 per cent. to cover the defalcations of an officer of the Department. — [975, 590, 1111, 637]
score-line: E. Warrington 14yds, 021102220 — 6 — [562, 1143, 678, 1153]
article-subhead: AN INTERESTING RETURN. — [571, 735, 684, 745]
ad-line: E.M.F. CARS — [877, 1228, 928, 1238]
paragraph: Mr L. G. Reid, S.M., held a special sitting of the Magistrate's Court at Carterton on Wednesday, to consider the cases of Kempton v. Humphries, claim £23 17s 6d for trespass and other causes of action, and Mrs Humphries v. Kempton, claim £50 for failure to grass a paddock sown in oats. Mr Hart appeared for Mr and Mrs Humphries, and Mr C. A. Pownall, instructed by Mr Smart, for Kempton. The cases lasted all day. Judgment was reserved in the latter case, and the former was adjourned to allow counsel to argue the question of jurisdiction. — [3, 135, 140, 256]
paragraph: The Company had arrived at the conclusion that any proposal which involved financing by the Government was not likely to be accepted in the near future. The line would not be sufficient to tempt capitalists to invest money, but money would be available if the scheme was associated with the proposal for the purchase and development of a sufficient area of land served by the line. The Company owned 50,000 acres of freehold which could be devoted for the purpose, and it was desired to acquire 200,000 acres out of the 800,000 in the district. The line would serve between 1,500,000 and 2,000,000 acres. Nearly the whole of the land was unoccupied, and nearly all was excellently adapted for cultivation. The Company was not asking any concession from the Crown, nor for any sacrifice by the Natives. The price to be paid was present value. Witness also dealt with a number of objections which had been raised, and contended that, so far from the proposals being injurious to the State, it would be highly profitable in every way. — [286, 1020, 418, 1262]
poem: Better far than gold or silver Is a time of dreadful pain, Is the cure that's always handy, And which proves so great a gain. If you feel that you are feverish, If your cough is harsh and hollow, It is best to heed the warning, And Woods' Great Peppermint Cure to swallow! — [3, 1430, 113, 1514]
article-subhead: A HINT TO THE WISE. — [1005, 1340, 1081, 1350]
paragraph: The New Zealand Loan and Mercantile Agency Co. Ltd., have received the following cablegram from their London house:— "Wool.—We think a decline is likely to take place of 5 per cent in crossbred and Merino wools. — [3, 1371, 140, 1427]
score-line: D. J. Cunningham 16dys, 020101 — 101000000 — [562, 1097, 693, 1116]
ad-line: B.S.A. MOTOR BICYCLES. — [850, 1208, 955, 1218]
score-line: H. Allen, 16yds, 111011101010 — 9 — [562, 1035, 674, 1045]
article-subhead: QUARTERLY MEETING. — [996, 1114, 1090, 1124]
dateline: MADRID, September 21. — [889, 617, 968, 627]
article-subhead: SECOND READINGS. — [1006, 969, 1080, 979]
article-subhead: THIRD READINGS. — [1010, 856, 1076, 866]
paragraph: There was again a very good attendance at the Masterton Salvation Army's Cherry Blossom Fair last night. A most enjoyable programme of songs, recitations, glees, anthems, and pianoforte solos were given by the Method.: Choir, under the leadership of Mr S. H. Ralph. Four of the items were encored. The takings to date have been fairly satisfactory, and it is anticipated that at the close of the Fair to-night a very substantial credit will be shown. Several members of the Presbyterian Church will supply the programme this evening. The Fair will also be open this afternoon. — [3, 259, 140, 389]
article-subhead: FORMING A BAND. — [450, 1056, 530, 1066]
credit-line: United Press Association—By Electric Telegraph—Copyright. — [562, 62, 693, 80]
article-headline: MASTERTON GUN CLUB. — [562, 872, 693, 912]
paragraph: Sitting in chambers in Masterton yesterday morning, Mr. L. G. Reid, S.M., heard an application for re-hearing, made by Mr T. Jordan, on behalf of James V. Reed, plaintiff in the case J. V. Reed v. J. Whiteman, which recently came before the Court, and in which judgment was given for defendant for £3 9s 6d costs. Mr. H. Hart opposed the application. After hearing counsel, his Worship refused a re-hearing and allowed costs, 12s 6d. — [3, 30, 140, 132]
article-subhead: FINAL INGLESIDE. — [33, 1106, 110, 1116]
article-subhead: MR FLATMAN'S DEATH. — [1001, 708, 1085, 718]
paragraph: Forty feet of the Olympic's plates were torn, the cruiser's stem penetrating the second-class cabins. — [286, 462, 418, 491]
dateline: LONDON, September 21. — [750, 149, 830, 158]
